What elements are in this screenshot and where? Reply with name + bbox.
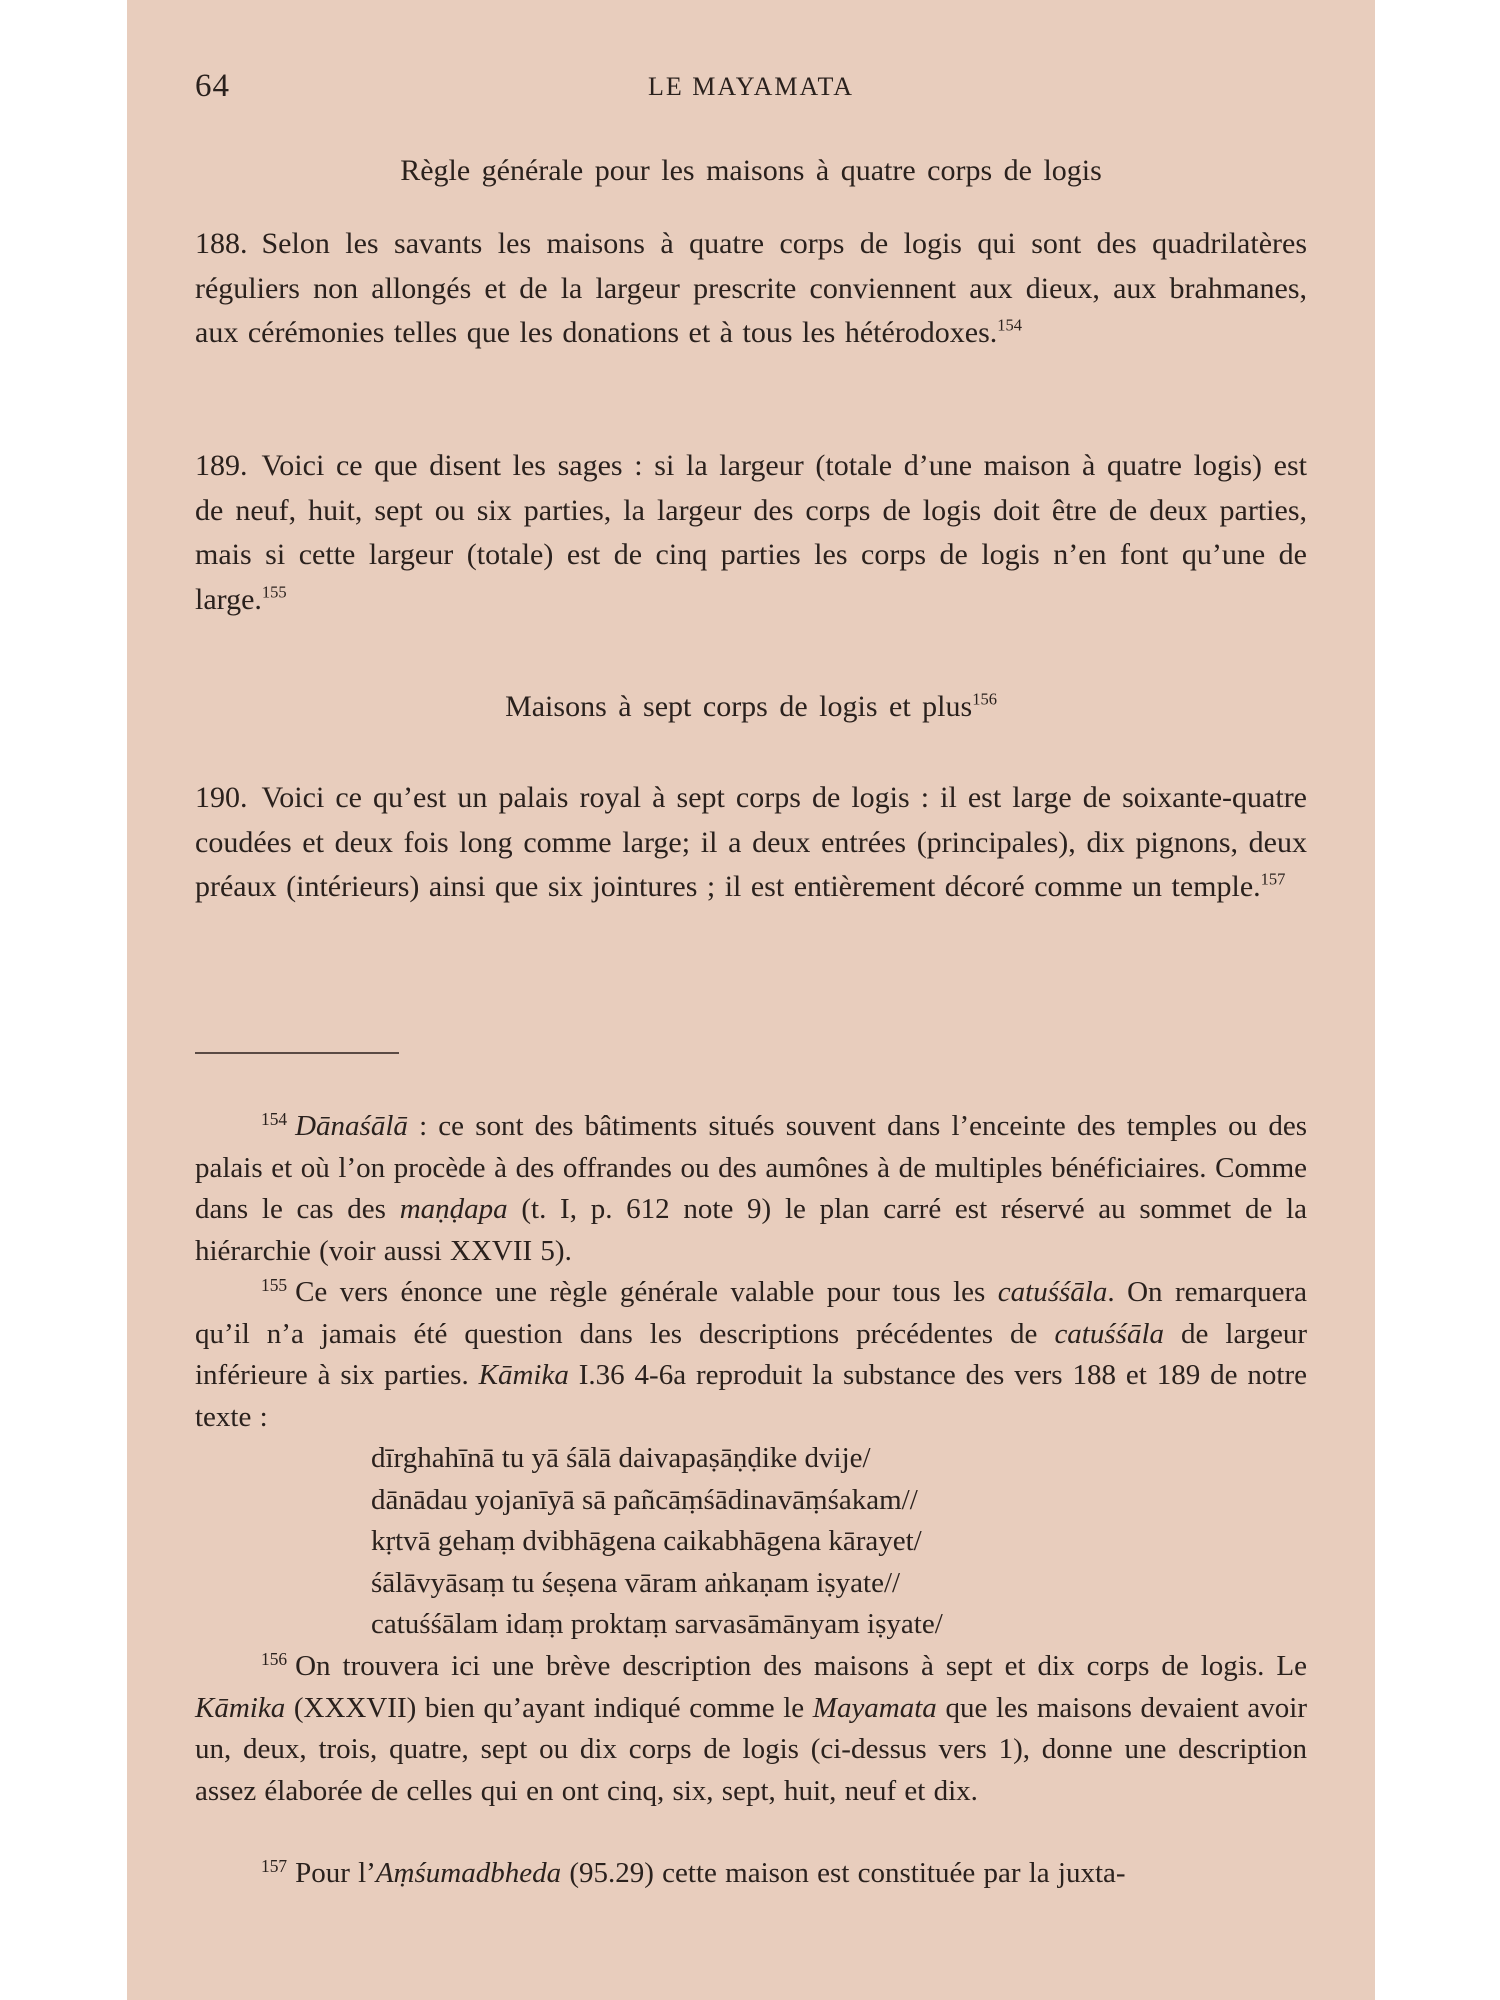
- section-heading-four-wings: Règle générale pour les maisons à quatre corps de logis: [400, 154, 1102, 187]
- page-number: 64: [195, 68, 230, 104]
- verse-line: catuśśālam idaṃ proktaṃ sarvasāmānyam iṣyate/: [371, 1608, 943, 1640]
- verse-line: kṛtvā gehaṃ dvibhāgena caikabhāgena kārayet/: [371, 1525, 922, 1557]
- book-page: [127, 0, 1375, 2000]
- verse-189: 189. Voici ce que disent les sages : si la largeur (totale d’une maison à quatre logis) est de neuf, huit, sept ou six parties, la largeur des corps de logis doit être de deux parties, mais si cette largeur (totale) est de cinq parties les corps de logis n’en font qu’une de large.$^{155}$: [195, 449, 1307, 616]
- page-content: [195, 0, 1307, 2000]
- footnote-157: $^{157}$ Pour l’Aṃśumadbheda (95.29) cette maison est constituée par la juxta-: [261, 1855, 1126, 1889]
- verse-line: śālāvyāsaṃ tu śeṣena vāram aṅkaṇam iṣyate//: [371, 1566, 901, 1599]
- note-ref-157: 157: [1260, 869, 1286, 889]
- verse-line: dīrghahīnā tu yā śālā daivapaṣāṇḍike dvije/: [371, 1442, 871, 1474]
- verse-line: dānādau yojanīyā sā pañcāṃśādinavāṃśakam//: [371, 1483, 918, 1516]
- note-ref-156: 156: [972, 689, 997, 709]
- verse-188: 188. Selon les savants les maisons à quatre corps de logis qui sont des quadrilatères réguliers non allongés et de la largeur prescrite conviennent aux dieux, aux brahmanes, aux cérémonies telles que les donations et à tous les hétérodoxes.$^{154}$: [195, 227, 1307, 349]
- running-title: LE MAYAMATA: [647, 72, 855, 101]
- footnote-separator: [195, 1052, 399, 1054]
- sanskrit-verse: [371, 1438, 1191, 1646]
- verse-190: 190. Voici ce qu’est un palais royal à sept corps de logis : il est large de soixante-quatre coudées et deux fois long comme large; il a deux entrées (principales), dix pignons, deux préaux (intérieurs) ainsi que six jointures ; il est entièrement décoré comme un temple.$^{157}$: [195, 781, 1307, 903]
- footnote-155: $^{155}$ Ce vers énonce une règle générale valable pour tous les catuśśāla. On remarquera qu’il n’a jamais été question dans les descriptions précédentes de catuśśāla de largeur inférieure à six parties. Kāmika I.36 4-6a reproduit la substance des vers 188 et 189 de notre texte :: [195, 1274, 1307, 1433]
- footnote-156: $^{156}$ On trouvera ici une brève description des maisons à sept et dix corps de logis. Le Kāmika (XXXVII) bien qu’ayant indiqué comme le Mayamata que les maisons devaient avoir un, deux, trois, quatre, sept ou dix corps de logis (ci-dessus vers 1), donne une description assez élaborée de celles qui en ont cinq, six, sept, huit, neuf et dix.: [195, 1648, 1307, 1807]
- running-header: [195, 68, 1307, 112]
- note-ref-155: 155: [261, 581, 287, 601]
- section-heading-seven-wings: Maisons à sept corps de logis et plus$^{156}$: [505, 689, 997, 723]
- note-ref-154: 154: [997, 315, 1023, 335]
- footnote-154: $^{154}$ Dānaśālā : ce sont des bâtiments situés souvent dans l’enceinte des temples ou des palais et où l’on procède à des offrandes ou des aumônes à de multiples bénéficiaires. Comme dans le cas des maṇḍapa (t. I, p. 612 note 9) le plan carré est réservé au sommet de la hiérarchie (voir aussi XXVII 5).: [195, 1108, 1307, 1267]
